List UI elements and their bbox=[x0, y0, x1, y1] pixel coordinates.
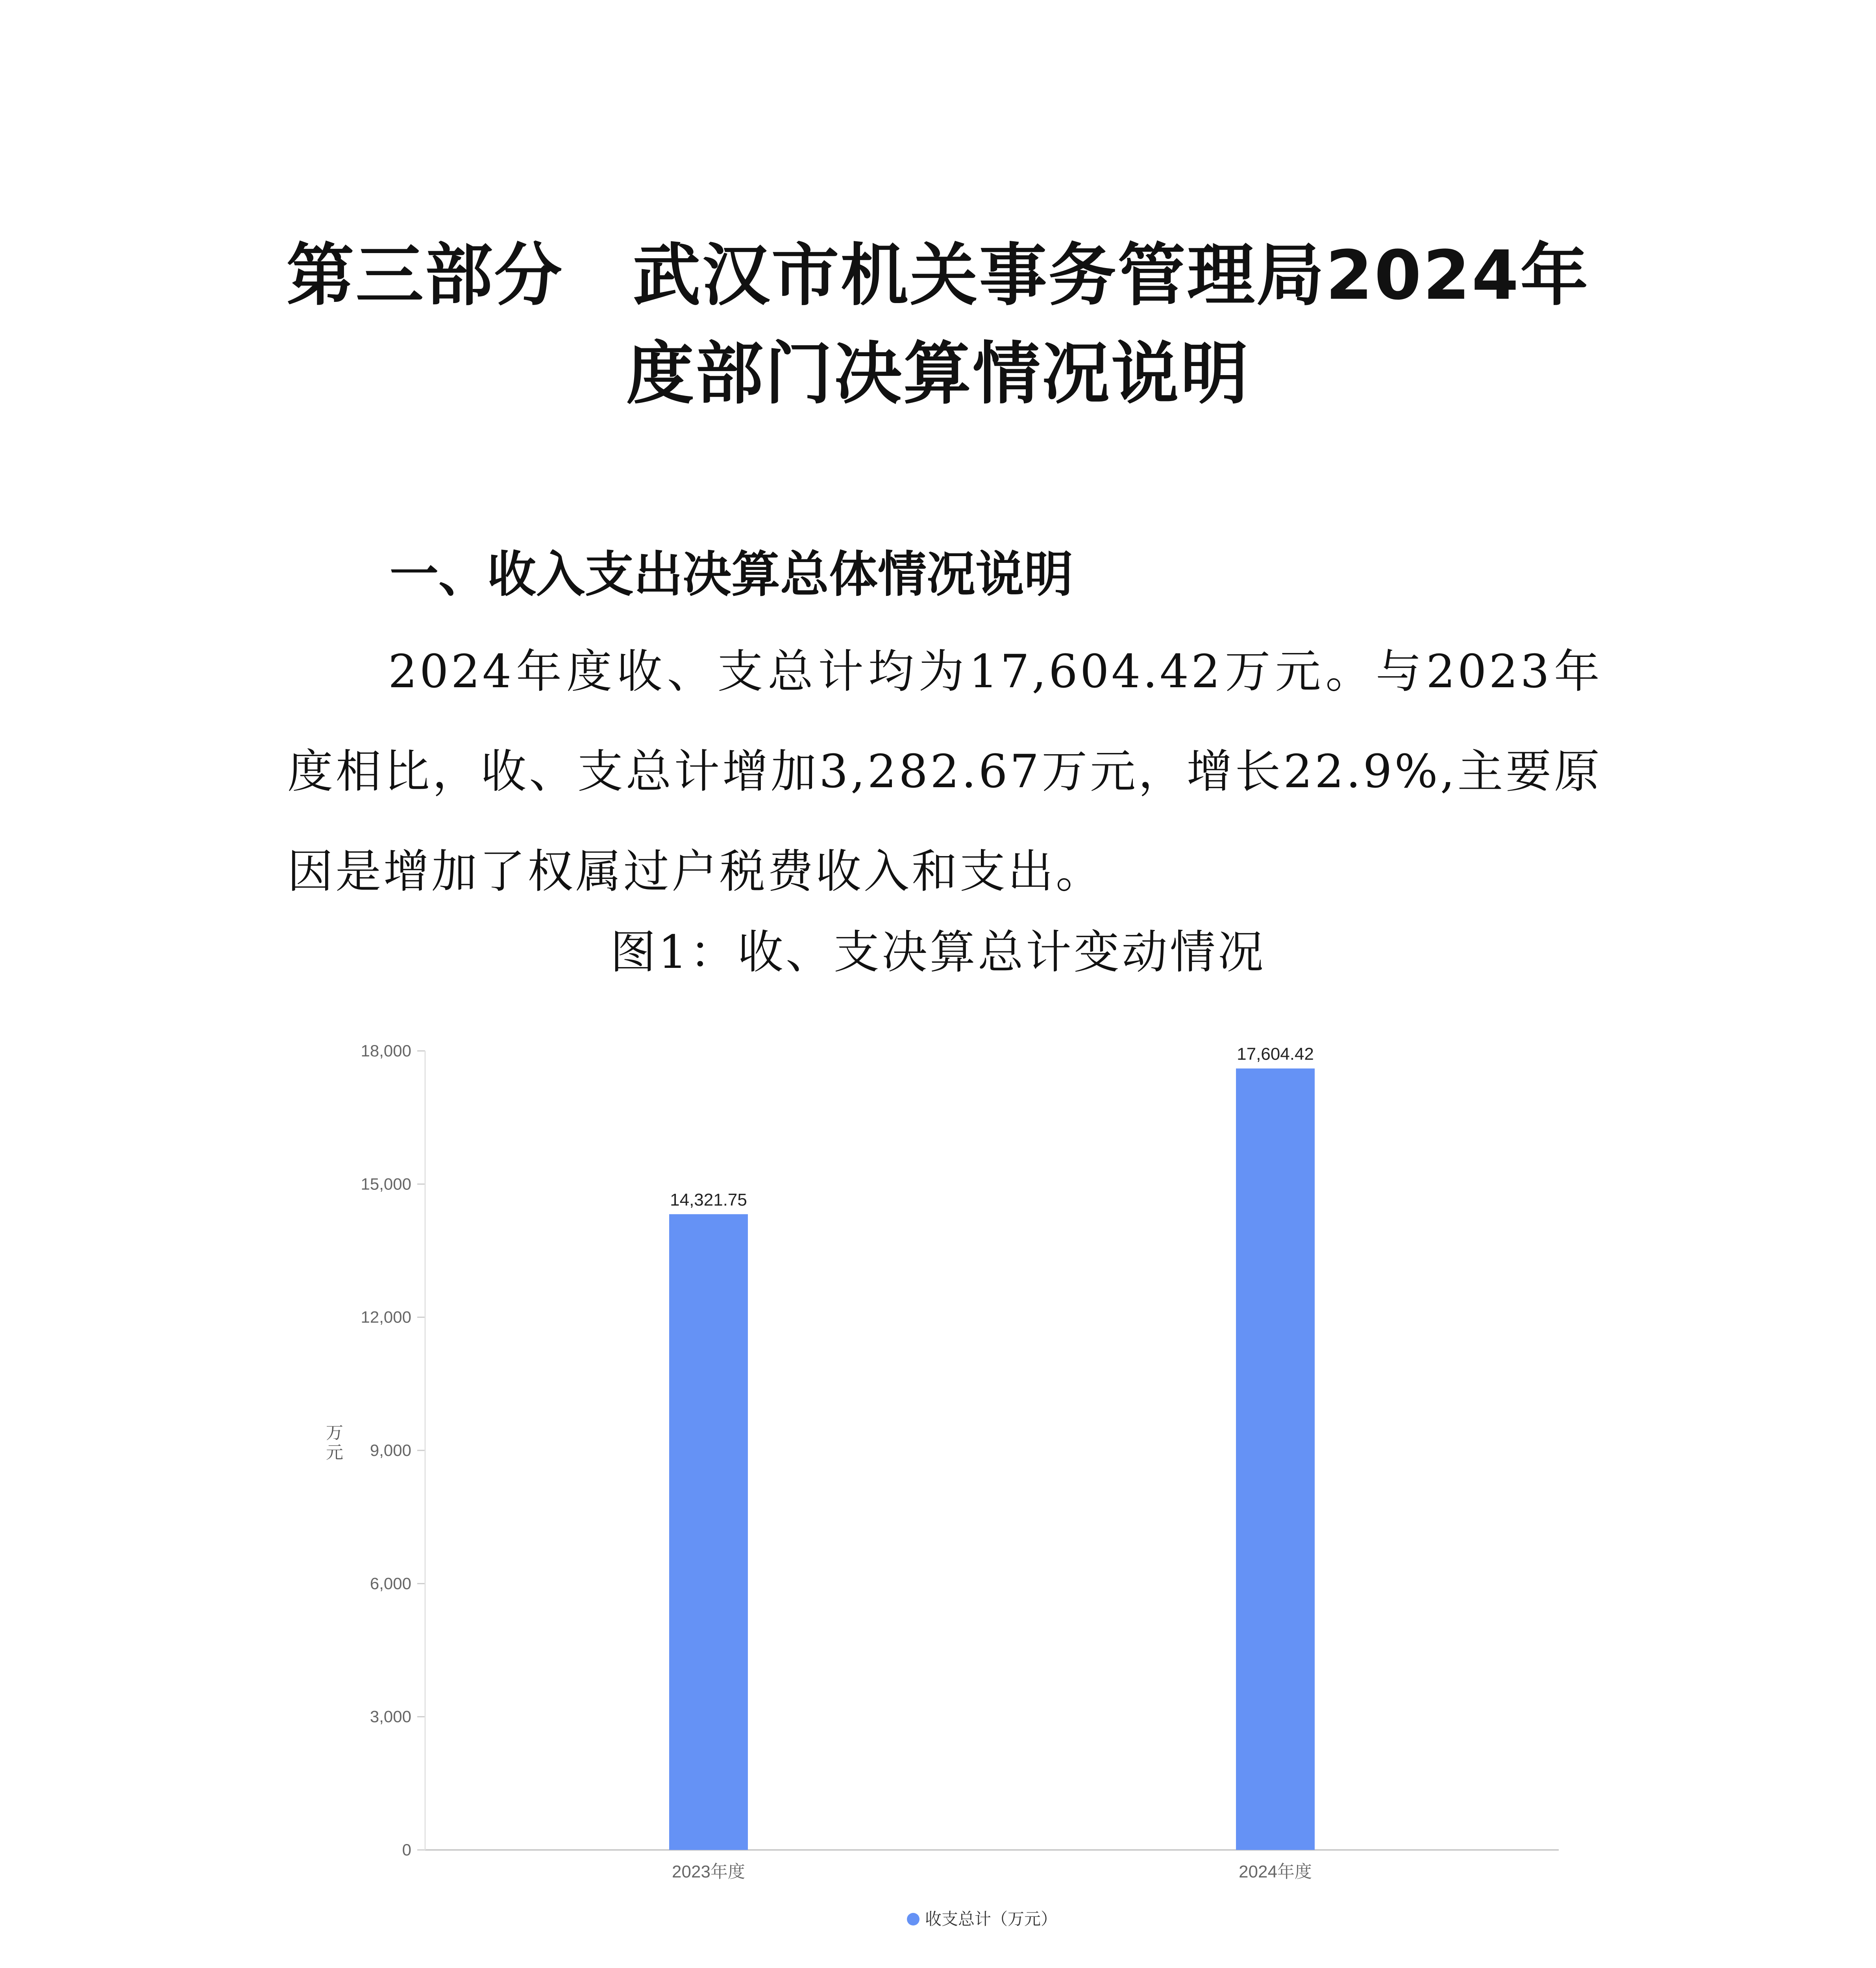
legend bbox=[907, 1910, 1057, 1928]
legend-marker bbox=[907, 1913, 919, 1925]
bar-data-label: 14,321.75 bbox=[670, 1190, 747, 1210]
bar bbox=[669, 1214, 748, 1850]
y-tick-label: 12,000 bbox=[361, 1308, 411, 1326]
document-title-line1: 第三部分 武汉市机关事务管理局2024年 bbox=[286, 236, 1590, 315]
y-tick-label: 0 bbox=[402, 1840, 411, 1859]
y-tick-label: 15,000 bbox=[361, 1175, 411, 1193]
document-title-line2: 度部门决算情况说明 bbox=[626, 334, 1250, 413]
y-axis-title-text: 万元 bbox=[326, 1423, 343, 1462]
legend-label: 收支总计（万元） bbox=[925, 1910, 1058, 1928]
figure1-caption: 图1：收、支决算总计变动情况 bbox=[610, 926, 1266, 979]
section1-heading: 一、收入支出决算总体情况说明 bbox=[390, 546, 1073, 603]
bars bbox=[669, 1069, 1315, 1850]
y-axis-title bbox=[326, 1423, 343, 1462]
y-axis-ticks bbox=[361, 1041, 425, 1859]
bar bbox=[1236, 1069, 1315, 1850]
x-tick-label: 2023年度 bbox=[672, 1862, 745, 1881]
x-tick-label: 2024年度 bbox=[1239, 1862, 1312, 1881]
y-tick-label: 9,000 bbox=[370, 1441, 411, 1459]
section1-paragraph: 2024年度收、支总计均为17,604.42万元。与2023年度相比，收、支总计增加3,282.67万元，增长22.9%,主要原因是增加了权属过户税费收入和支出。 bbox=[287, 645, 1602, 898]
bar-data-label: 17,604.42 bbox=[1237, 1044, 1314, 1064]
x-axis-labels bbox=[672, 1862, 1312, 1881]
y-tick-label: 3,000 bbox=[370, 1707, 411, 1726]
y-tick-label: 18,000 bbox=[361, 1041, 411, 1060]
y-tick-label: 6,000 bbox=[370, 1574, 411, 1593]
bar-data-labels bbox=[670, 1045, 1314, 1210]
bar-chart-svg bbox=[276, 1008, 1614, 1952]
bar-chart bbox=[276, 1008, 1614, 1952]
